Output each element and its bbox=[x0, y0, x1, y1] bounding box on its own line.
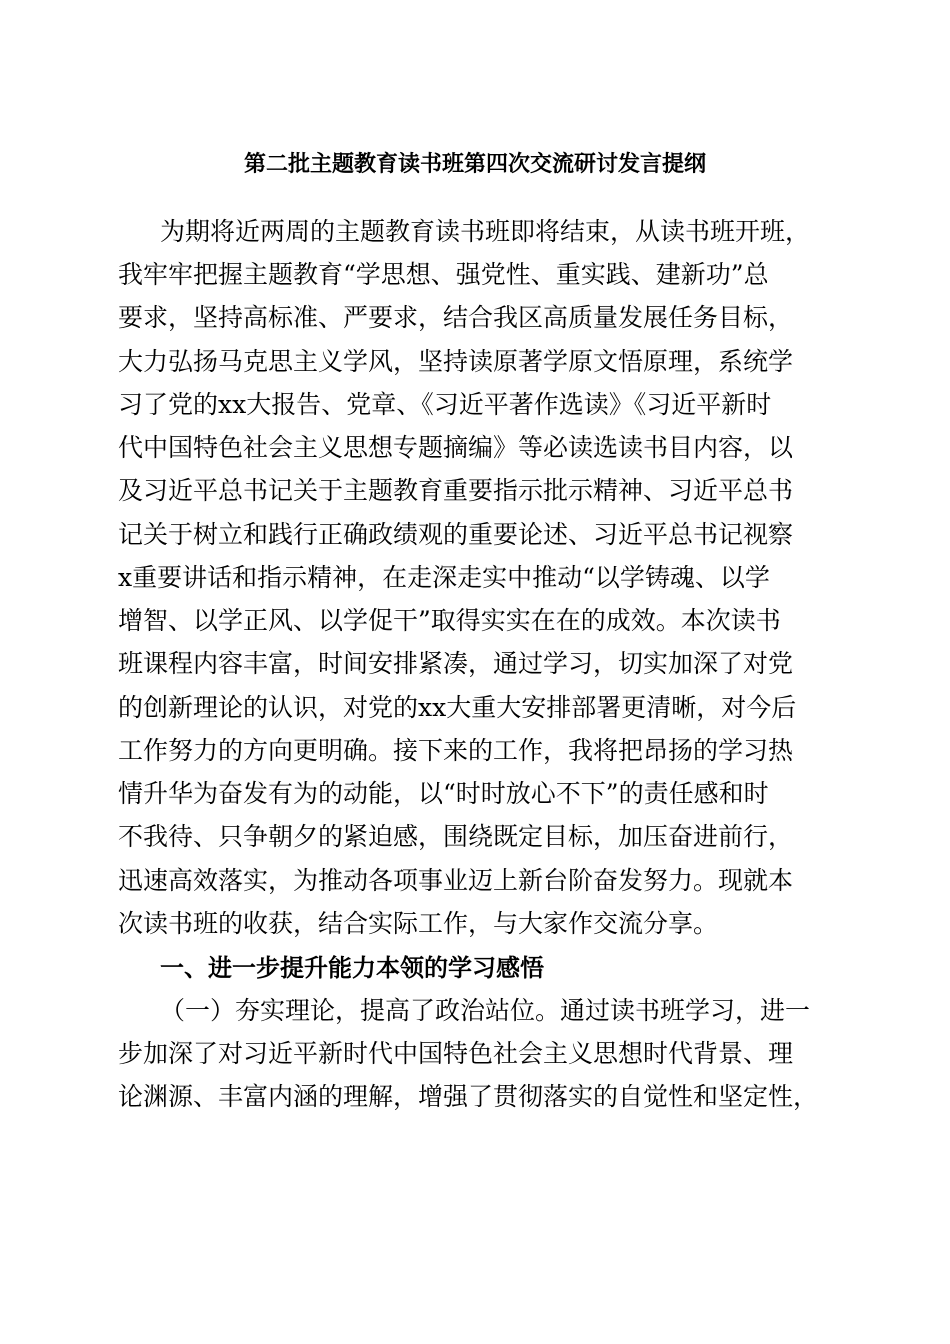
paragraph-line: 情升华为奋发有为的动能，以“时时放心不下”的责任感和时 bbox=[118, 779, 769, 808]
paragraph-line: x重要讲话和指示精神，在走深走实中推动“以学铸魂、以学 bbox=[118, 563, 770, 592]
paragraph-line: 为期将近两周的主题教育读书班即将结束，从读书班开班， bbox=[160, 217, 811, 246]
document-title: 第二批主题教育读书班第四次交流研讨发言提纲 bbox=[243, 151, 706, 177]
paragraph-line: 论渊源、丰富内涵的理解，增强了贯彻落实的自觉性和坚定性， bbox=[118, 1082, 819, 1111]
paragraph-line: 及习近平总书记关于主题教育重要指示批示精神、习近平总书 bbox=[118, 476, 794, 505]
paragraph-line: 我牢牢把握主题教育“学思想、强党性、重实践、建新功”总 bbox=[118, 260, 769, 289]
paragraph-line: 步加深了对习近平新时代中国特色社会主义思想时代背景、理 bbox=[118, 1039, 794, 1068]
paragraph-line: 记关于树立和践行正确政绩观的重要论述、习近平总书记视察 bbox=[118, 520, 794, 549]
paragraph-line: 要求，坚持高标准、严要求，结合我区高质量发展任务目标， bbox=[118, 303, 794, 332]
section-heading: 一、进一步提升能力本领的学习感悟 bbox=[160, 954, 544, 982]
paragraph-line: 班课程内容丰富，时间安排紧凑，通过学习，切实加深了对党 bbox=[118, 649, 794, 678]
paragraph-line: 工作努力的方向更明确。接下来的工作，我将把昂扬的学习热 bbox=[118, 736, 794, 765]
paragraph-line: 大力弘扬马克思主义学风，坚持读原著学原文悟原理，系统学 bbox=[118, 347, 794, 376]
paragraph-line: 习了党的xx大报告、党章、《习近平著作选读》《习近平新时 bbox=[118, 390, 772, 419]
paragraph-line: 代中国特色社会主义思想专题摘编》等必读选读书目内容，以 bbox=[118, 433, 794, 462]
paragraph-line: 不我待、只争朝夕的紧迫感，围绕既定目标，加压奋进前行， bbox=[118, 822, 794, 851]
paragraph-line: 的创新理论的认识，对党的xx大重大安排部署更清晰，对今后 bbox=[118, 693, 797, 722]
paragraph-line: 增智、以学正风、以学促干”取得实实在在的成效。本次读书 bbox=[118, 606, 781, 635]
paragraph-line: 迅速高效落实，为推动各项事业迈上新台阶奋发努力。现就本 bbox=[118, 866, 794, 895]
paragraph-line: 次读书班的收获，结合实际工作，与大家作交流分享。 bbox=[118, 909, 719, 938]
paragraph-line: （一）夯实理论，提高了政治站位。通过读书班学习，进一 bbox=[160, 996, 811, 1025]
